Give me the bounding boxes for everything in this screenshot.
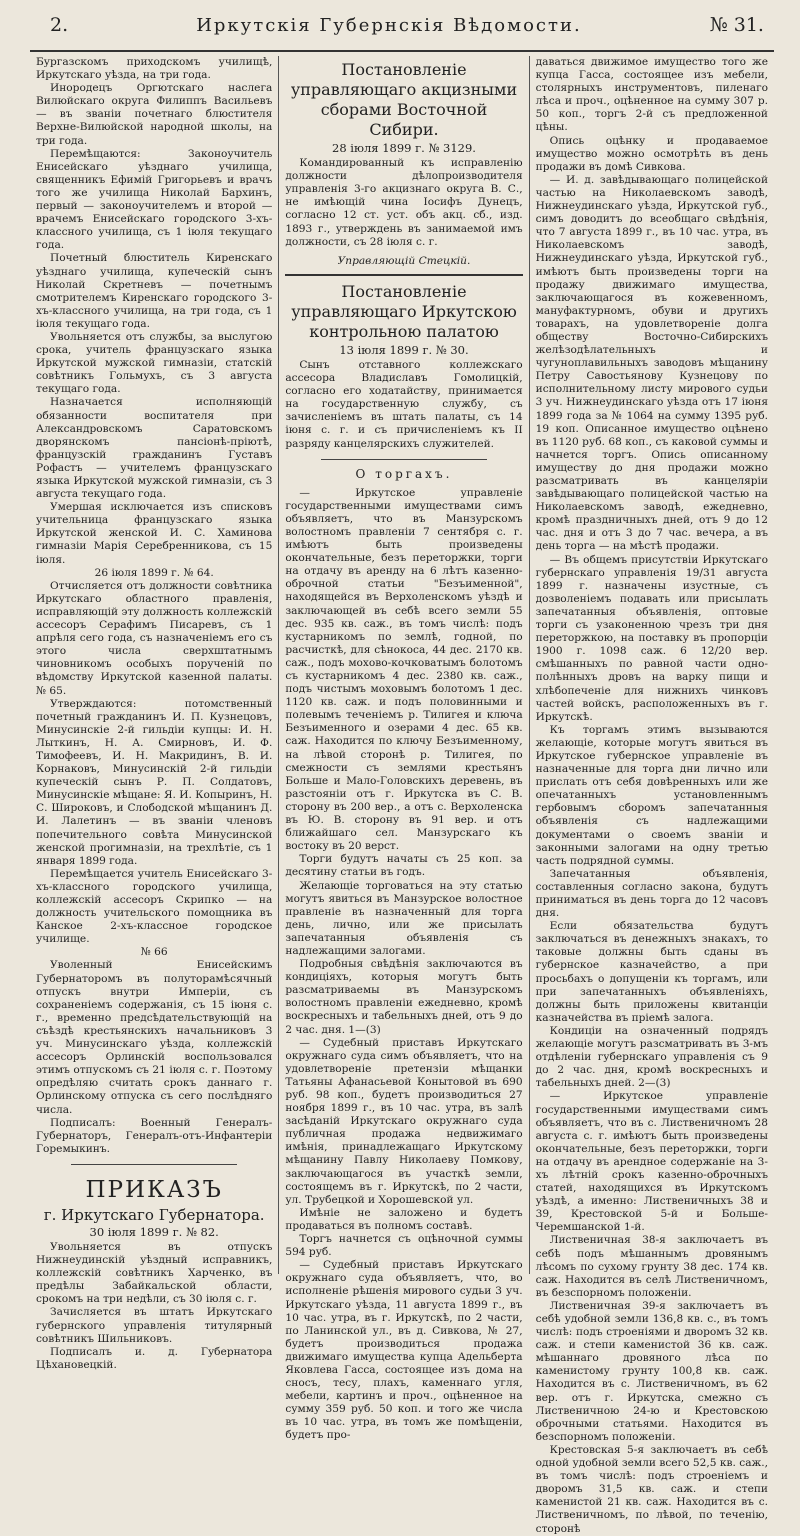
section-date: 13 іюля 1899 г. № 30. xyxy=(339,342,469,357)
paragraph: — Судебный приставъ Иркутскаго окружнаго суда объявляетъ, что, во исполненіе рѣшенія мирового судьи 3 уч. Иркутскаго уѣзда, 11 августа 1899 г., въ 10 час. утра, въ г. Иркутскѣ, по 2 части, по Ланинской ул., въ д. Сивкова, № 27, будетъ производиться продажа движимаго имущества купца Адельберта Яковлева Гасса, состоящее изъ дома на сносъ, тесу, плахъ, каменнаго угля, мебели, картинъ и проч., оцѣненное на сумму 359 руб. 50 коп. и того же числа въ 10 час. утра, въ томъ же помѣщеніи, будетъ про- xyxy=(285,1259,523,1442)
paragraph: Командированный къ исправленію должности дѣлопроизводителя управленія 3-го акцизнаго округа В. С., не имѣющій чина Іосифъ Дунецъ, согласно 12 ст. уст. объ акц. сб., изд. 1893 г., утверждень въ занимаемой имъ должности, съ 28 іюля с. г. xyxy=(285,157,523,248)
paragraph: Перемѣщаются: Законоучитель Енисейскаго уѣзднаго училища, священникъ Ефимій Григорьевъ и врачъ того же училища Николай Бархинъ, первый — законоучителемъ и второй — врачемъ Енисейскаго городского 3-хъ-классного училища, съ 1 іюля текущаго года. xyxy=(36,147,273,252)
prikaz-subtitle: г. Иркутскаго Губернатора. xyxy=(43,1205,265,1224)
paragraph: — И. д. завѣдывающаго полицейской частью на Николаевскомъ заводѣ, Нижнеудинскаго уѣзда, Иркутской губ., симъ доводитъ до всеобщаго свѣдѣнія, что 7 августа 1899 г., въ 10 час. утра, въ Николаевскомъ заводѣ, Нижнеудинскаго уѣзда, Иркутской губ., имѣютъ быть произведены торги на продажу движимаго имущества, заключающагося въ кожевенномъ, мануфактурномъ, обуви и другихъ товарахъ, на удовлетвореніе долга обществу Восточно-Сибирскихъ желѣзодѣлательныхъ и чугуноплавильныхъ заводовъ мѣщанину Петру Савостьянову Кузнецову по исполнительному листу мирового судьи 3 уч. Нижнеудинскаго уѣзда отъ 17 іюня 1899 года за № 1064 на сумму 1395 руб. 19 коп. Описанное имущество оцѣнено въ 1120 руб. 68 коп., съ каковой суммы и начнется торгъ. Опись описанному имуществу до дня продажи можно разсматривать въ канцеляріи завѣдывающаго полицейской частью на Николаевскомъ заводѣ, ежедневно, кромѣ праздничныхъ дней, отъ 9 до 12 час. дня и отъ 3 до 7 час. вечера, а въ день торга — на мѣстѣ продажи. xyxy=(535,173,768,553)
section-date: 28 іюля 1899 г. № 3129. xyxy=(332,141,476,155)
section-title: Постановленіе управляющаго Иркутскою контрольною палатою xyxy=(291,281,517,341)
paragraph: Запечатанныя объявленія, составленныя согласно закона, будутъ приниматься въ день торга до 12 часовъ дня. xyxy=(535,867,768,920)
paragraph: Къ торгамъ этимъ вызываются желающіе, которые могутъ явиться въ Иркутское губернское управленіе въ назначенные для торга дни лично или прислать отъ себя довѣренныхъ или же опечатанныхъ установленнымъ гербовымъ сборомъ запечатанныя объявленія съ надлежащими документами о своемъ званіи и законными залогами на одну третью часть подрядной суммы. xyxy=(535,723,768,867)
column-2 xyxy=(279,56,529,1442)
column-1 xyxy=(30,56,279,1371)
paragraph: Утверждаются: потомственный почетный гражданинъ И. П. Кузнецовъ, Минусинскіе 2-й гильдіи купцы: И. Н. Лыткинъ, Н. А. Смирновъ, И. Ф. Тимофеевъ, И. Н. Макридинъ, В. И. Корнаковъ, Минусинскій 2-й гильдіи купеческій сынъ Р. П. Солдатовъ, Минусинскіе мѣщане: Я. И. Копыринъ, Н. С. Широковъ, и Слободской мѣщанинъ Д. И. Лалетинъ — въ званіи членовъ попечительного совѣта Минусинской женской прогимназіи, на трехлѣтіе, съ 1 января 1899 года. xyxy=(36,697,273,867)
paragraph: — Судебный приставъ Иркутскаго окружнаго суда симъ объявляетъ, что на удовлетвореніе претензіи мѣщанки Татьяны Афанасьевой Конытовой въ 690 руб. 98 коп., будетъ производиться 27 ноября 1899 г., въ 10 час. утра, въ залѣ засѣданій Иркутскаго окружнаго суда публичная продажа недвижимаго имѣнія, принадлежащаго Иркутскому мѣщанину Павлу Николаеву Помкову, заключающагося въ участкѣ земли, состоящемъ въ г. Иркутскѣ, по 2 части, ул. Трубецкой и Хорошевской ул. xyxy=(285,1036,523,1206)
order-number: № 66 xyxy=(140,946,168,959)
newspaper-title: Иркутскія Губернскія Вѣдомости. xyxy=(196,15,582,36)
paragraph: Перемѣщается учитель Енисейскаго 3-хъ-классного городского училища, коллежскій ассесоръ Скрипко — на должность учительского помощника въ Канское 2-хъ-классное городское училище. xyxy=(36,867,273,946)
section-title: Постановленіе управляющаго акцизными сборами Восточной Сибири. xyxy=(290,60,518,139)
paragraph: Подробныя свѣдѣнія заключаются въ кондиціяхъ, которыя могутъ быть разсматриваемы въ Манзурскомъ волостномъ правленіи ежедневно, кромѣ воскресныхъ и табельныхъ дней, отъ 9 до 2 час. дня. 1—(3) xyxy=(285,958,523,1036)
paragraph: Зачисляется въ штатъ Иркутскаго губернского управленія титулярный совѣтникъ Шильниковъ. xyxy=(36,1306,273,1345)
paragraph: Опись оцѣнку и продаваемое имущество можно осмотрѣть въ день продажи въ домѣ Сивкова. xyxy=(535,134,768,173)
paragraph: — Иркутское управленіе государственными имуществами симъ объявляетъ, что въ с. Лиственичномъ 28 августа с. г. имѣютъ быть произведены окончательные, безъ переторжки, торги на отдачу въ арендное содержаніе на 3-хъ лѣтній срокъ казенно-оброчныхъ статей, находящихся въ Иркутскомъ уѣздѣ, а именно: Лиственичныхъ 38 и 39, Крестовской 5-й и Больше-Черемшанской 1-й. xyxy=(535,1090,768,1234)
order-date: 26 іюля 1899 г. № 64. xyxy=(94,566,214,579)
paragraph: Крестовская 5-я заключаетъ въ себѣ одной удобной земли всего 52,5 кв. саж., въ томъ числѣ: подъ строеніемъ и дворомъ 31,5 кв. саж. и степи каменистой 21 кв. саж. Находится въ с. Лиственичномъ, по лѣвой, по теченію, сторонѣ xyxy=(535,1443,768,1535)
paragraph: Сынъ отставного коллежскаго ассесора Владиславъ Гомолицкій, согласно его ходатайству, принимается на государственную службу, съ зачисленіемъ въ штать палаты, съ 14 іюня с. г. и съ причисленіемъ къ II разряду канцелярскихъ служителей. xyxy=(285,358,523,450)
section-title: О торгахъ. xyxy=(355,466,453,481)
paragraph: Увольняется въ отпускъ Нижнеудинскій уѣздный исправникъ, коллежскій совѣтникъ Харченко, въ предѣлы Забайкальской области, срокомъ на три недѣли, съ 30 іюля с. г. xyxy=(36,1240,273,1306)
paragraph: Желающіе торговаться на эту статью могутъ явиться въ Манзурское волостное правленіе въ назначенный для торга день, лично, или же присылать запечатанныя объявленія съ надлежащими залогами. xyxy=(285,879,523,957)
divider xyxy=(285,274,522,276)
signature: Управляющій Стецкій. xyxy=(337,254,471,267)
paragraph: Умершая исключается изъ списковъ учительница французскаго языка Иркутской женской И. С. Хаминова гимназіи Марія Серебренникова, съ 15 іюля. xyxy=(36,501,273,566)
paragraph: Увольняется отъ службы, за выслугою срока, учитель французскаго языка Иркутской мужской гимназіи, статскій совѣтникъ Гольмухъ, съ 3 августа текущаго года. xyxy=(36,330,273,396)
paragraph: Уволенный Енисейскимъ Губернаторомъ въ полуторамѣсячный отпускъ внутри Имперіи, съ сохраненіемъ содержанія, съ 15 іюня с. г., временно предсѣдательствующій на съѣздѣ крестьянскихъ начальниковъ 3 уч. Минусинскаго уѣзда, коллежскій ассесоръ Орлинскій воспользовался этимъ отпускомъ съ 21 іюля с. г. Поэтому опредѣляю считать срокъ даннаго г. Орлинскому отпуска съ сего послѣдняго числа. xyxy=(36,959,273,1116)
paragraph: Кондиціи на означенный подрядъ желающіе могутъ разсматривать въ 3-мъ отдѣленіи губернскаго управленія съ 9 до 2 час. дня, кромѣ воскресныхъ и табельныхъ дней. 2—(3) xyxy=(535,1024,768,1090)
paragraph: Инородецъ Оргютскаго наслега Вилюйскаго округа Филиппъ Васильевъ — въ званіи почетнаго блюстителя Верхне-Вилюйской народной школы, на три года. xyxy=(36,82,273,147)
paragraph: Бургазскомъ приходскомъ училищѣ, Иркутскаго уѣзда, на три года. xyxy=(36,56,273,82)
paragraph: — Иркутское управленіе государственными имуществами симъ объявляетъ, что въ Манзурскомъ волостномъ правленіи 7 сентября с. г. имѣютъ быть произведены окончательные, безъ переторжки, торги на отдачу въ аренду на 6 лѣтъ казенно-оброчной статьи "Безъименной", находящейся въ Верхоленскомъ уѣздѣ и заключающей въ себѣ всего земли 55 дес. 935 кв. саж., въ томъ числѣ: подъ кустарникомъ по землѣ, годной, по расчисткѣ, для сѣнокоса, 44 дес. 2170 кв. саж., подъ мохово-кочковатымъ болотомъ съ кустарникомъ 4 дес. 2380 кв. саж., подъ чистымъ моховымъ болотомъ 1 дес. 1120 кв. саж. и подъ половинными и полевымъ теченіемъ р. Тилигея и ключа Безъименного и озерами 4 дес. 65 кв. саж. Находится по ключу Безъименному, на лѣвой сторонѣ р. Тилигея, по смежности съ землями крестьянъ Больше и Мало-Головскихъ деревень, въ разстояніи отъ г. Иркутска въ С. В. сторону въ 200 вер., а отъ с. Верхоленска въ Ю. В. сторону въ 91 вер. и отъ ближайшаго сел. Манзурскаго къ востоку въ 20 верст. xyxy=(285,486,523,853)
columns xyxy=(30,56,774,1535)
paragraph: — Въ общемъ присутствіи Иркутскаго губернскаго управленія 19/31 августа 1899 г. назначены изустные, съ дозволеніемъ подавать или присылать запечатанныя объявленія, оптовые торги съ узаконенною чрезъ три дня переторжкою, на поставку въ пропорціи 1900 г. 1098 саж. 6 12/20 вер. смѣшанныхъ по равной части одно-полѣнныхъ дровъ на варку пищи и хлѣбопеченіе для нижнихъ чинковъ частей войскъ, расположенныхъ въ г. Иркутскѣ. xyxy=(535,553,768,723)
paragraph: Отчисляется отъ должности совѣтника Иркутскаго областного правленія, исправляющій эту должность коллежскій ассесоръ Серафимъ Писаревъ, съ 1 апрѣля сего года, съ назначеніемъ его съ этого числа сверхштатнымъ чиновникомъ особыхъ порученій по вѣдомству Иркутской казенной палаты. № 65. xyxy=(36,579,273,697)
paragraph: Торги будутъ начаты съ 25 коп. за десятину статьи въ годъ. xyxy=(285,853,523,879)
signature: Подписалъ: Военный Генералъ-Губернаторъ, Генералъ-отъ-Инфантеріи Горемыкинъ. xyxy=(36,1116,273,1155)
issue-number: № 31. xyxy=(709,14,764,36)
paragraph: Имѣніе не заложено и будетъ продаваться въ полномъ составѣ. xyxy=(285,1206,523,1232)
prikaz-date: 30 іюля 1899 г. № 82. xyxy=(89,1224,219,1239)
paragraph: Назначается исполняющій обязанности воспитателя при Александровскомъ Саратовскомъ дворянскомъ пансіонѣ-пріютѣ, французскій гражданинъ Густавъ Рофастъ — учителемъ французскаго языка Иркутской мужской гимназіи, съ 3 августа текущаго года. xyxy=(36,396,273,501)
paragraph: Если обязательства будутъ заключаться въ денежныхъ знакахъ, то таковые должны быть сданы въ губернское казначейство, а при просьбахъ о допущеніи къ торгамъ, или при запечатанныхъ объявленіяхъ, должны быть приложены квитанціи казначейства въ пріемѣ залога. xyxy=(535,920,768,1024)
prikaz-title: ПРИКАЗЪ xyxy=(85,1176,223,1203)
paragraph: Торгъ начнется съ оцѣночной суммы 594 руб. xyxy=(285,1233,523,1259)
page-header xyxy=(30,14,774,52)
divider xyxy=(71,1164,236,1165)
divider xyxy=(321,459,487,460)
signature: Подписалъ и. д. Губернатора Цѣхановецкій. xyxy=(36,1345,273,1371)
column-3 xyxy=(530,56,774,1535)
paragraph: даваться движимое имущество того же купца Гасса, состоящее изъ мебели, столярныхъ инструментовъ, пиленаго лѣса и проч., оцѣненное на сумму 307 р. 50 коп., торгъ 2-й съ предложенной цѣны. xyxy=(535,56,768,134)
paragraph: Почетный блюститель Киренскаго уѣзднаго училища, купеческій сынъ Николай Скретневъ — почетнымъ смотрителемъ Киренскаго городского 3-хъ-классного училища, на три года, съ 1 іюля текущаго года. xyxy=(36,252,273,330)
paragraph: Лиственичная 38-я заключаетъ въ себѣ подъ мѣшаннымъ дровянымъ лѣсомъ по сухому грунту 38 дес. 174 кв. саж. Находится въ селѣ Лиственичномъ, въ безспорномъ положеніи. xyxy=(535,1234,768,1299)
paragraph: Лиственичная 39-я заключаетъ въ себѣ удобной земли 136,8 кв. с., въ томъ числѣ: подъ строеніями и дворомъ 32 кв. саж. и степи каменистой 36 кв. саж. мѣшаннаго дровяного лѣса по каменистому грунту 100,8 кв. саж. Находится въ с. Лиственичномъ, въ 62 вер. отъ г. Иркутска, смежно съ Лиственичною 24-ю и Крестовскою оброчными статьями. Находится въ безспорномъ положеніи. xyxy=(535,1299,768,1443)
page-number: 2. xyxy=(50,14,69,36)
